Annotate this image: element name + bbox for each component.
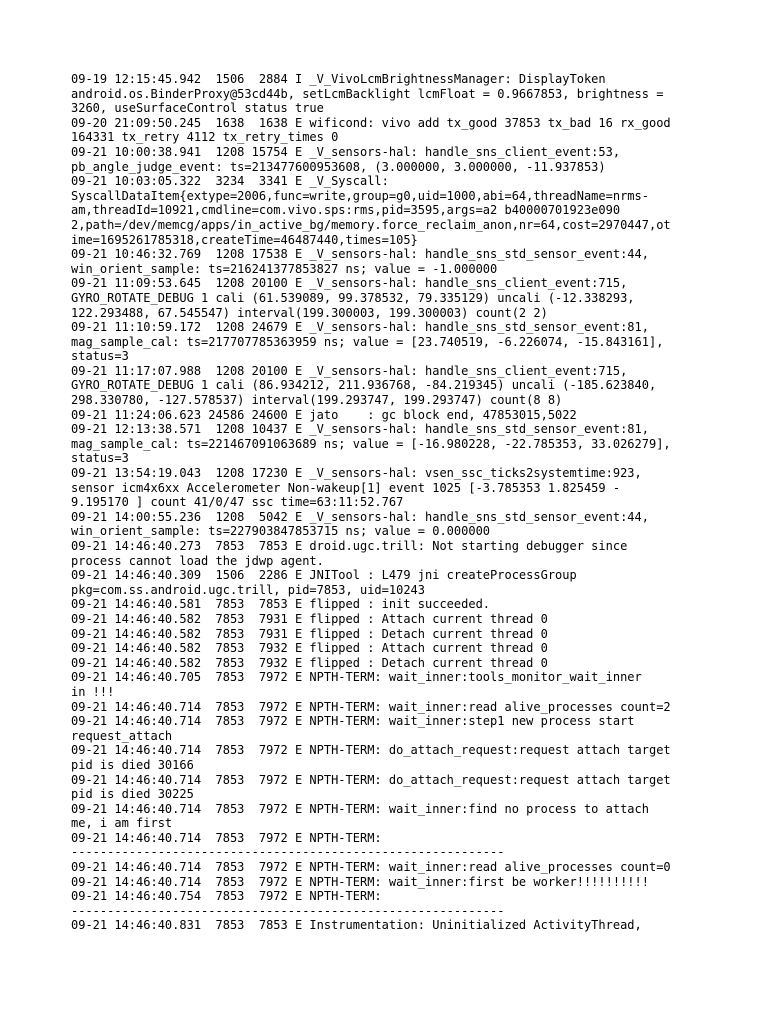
log-line: ------------------------------------------------------------ <box>71 845 505 860</box>
log-line: 09-21 14:46:40.582 7853 7931 E flipped : Detach current thread 0 <box>71 626 548 641</box>
log-line: 09-21 14:46:40.714 7853 7972 E NPTH-TERM: wait_inner:step1 new process start <box>71 714 635 729</box>
log-line: SyscallDataItem{extype=2006,func=write,group=g0,uid=1000,abi=64,threadName=nrms- <box>71 188 649 203</box>
log-line: 09-21 14:46:40.582 7853 7931 E flipped : Attach current thread 0 <box>71 611 548 626</box>
log-line: sensor icm4x6xx Accelerometer Non-wakeup[1] event 1025 [-3.785353 1.825459 - <box>71 480 621 495</box>
log-line: 09-21 14:46:40.714 7853 7972 E NPTH-TERM: <box>71 830 382 845</box>
log-line: 09-21 11:24:06.623 24586 24600 E jato : gc block end, 47853015,5022 <box>71 407 577 422</box>
log-line: pb_angle_judge_event: ts=213477600953608, (3.000000, 3.000000, -11.937853) <box>71 159 606 174</box>
log-line: 09-21 10:46:32.769 1208 17538 E _V_sensors-hal: handle_sns_std_sensor_event:44, <box>71 247 649 262</box>
log-line: 09-21 14:46:40.581 7853 7853 E flipped : init succeeded. <box>71 597 491 612</box>
log-line: mag_sample_cal: ts=221467091063689 ns; value = [-16.980228, -22.785353, 33.026279], <box>71 436 671 451</box>
log-line: ------------------------------------------------------------ <box>71 903 505 918</box>
log-line: android.os.BinderProxy@53cd44b, setLcmBacklight lcmFloat = 0.9667853, brightness = <box>71 86 664 101</box>
log-line: 164331 tx_retry 4112 tx_retry_times 0 <box>71 130 339 145</box>
log-document <box>71 72 711 933</box>
log-line: pid is died 30166 <box>71 757 194 772</box>
log-line: in !!! <box>71 684 115 699</box>
log-line: 3260, useSurfaceControl status true <box>71 101 324 116</box>
log-line: status=3 <box>71 349 129 364</box>
log-line: win_orient_sample: ts=227903847853715 ns; value = 0.000000 <box>71 524 491 539</box>
log-line: 09-21 14:46:40.831 7853 7853 E Instrumentation: Uninitialized ActivityThread, <box>71 918 642 933</box>
log-line: 09-21 10:00:38.941 1208 15754 E _V_sensors-hal: handle_sns_client_event:53, <box>71 144 621 159</box>
log-line: 09-20 21:09:50.245 1638 1638 E wificond: vivo add tx_good 37853 tx_bad 16 rx_good <box>71 115 671 130</box>
log-line: 09-21 11:09:53.645 1208 20100 E _V_sensors-hal: handle_sns_client_event:715, <box>71 276 628 291</box>
log-line: 09-21 10:03:05.322 3234 3341 E _V_Syscall: <box>71 174 389 189</box>
log-line: 09-21 14:46:40.714 7853 7972 E NPTH-TERM: wait_inner:read alive_processes count=0 <box>71 860 671 875</box>
log-line: 09-21 13:54:19.043 1208 17230 E _V_sensors-hal: vsen_ssc_ticks2systemtime:923, <box>71 466 642 481</box>
log-line: 09-21 14:46:40.714 7853 7972 E NPTH-TERM: wait_inner:read alive_processes count=2 <box>71 699 671 714</box>
log-line: am,threadId=10921,cmdline=com.vivo.sps:rms,pid=3595,args=a2 b40000701923e090 <box>71 203 621 218</box>
log-line: win_orient_sample: ts=216241377853827 ns; value = -1.000000 <box>71 261 498 276</box>
log-line: mag_sample_cal: ts=217707785363959 ns; value = [23.740519, -6.226074, -15.843161], <box>71 334 664 349</box>
log-line: GYRO_ROTATE_DEBUG 1 cali (86.934212, 211.936768, -84.219345) uncali (-185.623840, <box>71 378 657 393</box>
log-line: status=3 <box>71 451 129 466</box>
log-line: 09-21 14:46:40.714 7853 7972 E NPTH-TERM: do_attach_request:request attach target <box>71 772 671 787</box>
log-line: pkg=com.ss.android.ugc.trill, pid=7853, uid=10243 <box>71 582 426 597</box>
log-line: ime=1695261785318,createTime=46487440,times=105} <box>71 232 418 247</box>
log-line: 298.330780, -127.578537) interval(199.293747, 199.293747) count(8 8) <box>71 393 563 408</box>
log-line: 09-21 14:46:40.754 7853 7972 E NPTH-TERM: <box>71 889 382 904</box>
log-line: 09-21 14:46:40.714 7853 7972 E NPTH-TERM: wait_inner:find no process to attach <box>71 801 649 816</box>
log-line: 09-21 14:46:40.714 7853 7972 E NPTH-TERM: wait_inner:first be worker!!!!!!!!!! <box>71 874 649 889</box>
log-line: 09-21 11:17:07.988 1208 20100 E _V_sensors-hal: handle_sns_client_event:715, <box>71 363 628 378</box>
log-line: 09-21 14:46:40.309 1506 2286 E JNITool : L479 jni createProcessGroup <box>71 568 577 583</box>
log-line: 2,path=/dev/memcg/apps/in_active_bg/memory.force_reclaim_anon,nr=64,cost=2970447,ot <box>71 217 671 232</box>
log-line: GYRO_ROTATE_DEBUG 1 cali (61.539089, 99.378532, 79.335129) uncali (-12.338293, <box>71 290 635 305</box>
log-line: 09-19 12:15:45.942 1506 2884 I _V_VivoLcmBrightnessManager: DisplayToken <box>71 72 606 86</box>
log-line: 09-21 14:00:55.236 1208 5042 E _V_sensors-hal: handle_sns_std_sensor_event:44, <box>71 509 649 524</box>
log-line: pid is died 30225 <box>71 787 194 802</box>
log-line: 09-21 11:10:59.172 1208 24679 E _V_sensors-hal: handle_sns_std_sensor_event:81, <box>71 320 649 335</box>
log-line: request_attach <box>71 728 173 743</box>
log-line: 09-21 14:46:40.273 7853 7853 E droid.ugc.trill: Not starting debugger since <box>71 539 628 553</box>
log-line: 9.195170 ] count 41/0/47 ssc time=63:11:52.767 <box>71 495 404 510</box>
log-line: 09-21 14:46:40.705 7853 7972 E NPTH-TERM: wait_inner:tools_monitor_wait_inner <box>71 670 642 685</box>
log-line: 09-21 14:46:40.582 7853 7932 E flipped : Detach current thread 0 <box>71 655 548 670</box>
log-line: 09-21 12:13:38.571 1208 10437 E _V_sensors-hal: handle_sns_std_sensor_event:81, <box>71 422 649 437</box>
log-line: 09-21 14:46:40.714 7853 7972 E NPTH-TERM: do_attach_request:request attach target <box>71 743 671 758</box>
log-line: 122.293488, 67.545547) interval(199.300003, 199.300003) count(2 2) <box>71 305 548 320</box>
log-line: me, i am first <box>71 816 173 831</box>
log-line: process cannot load the jdwp agent. <box>71 553 324 568</box>
log-line: 09-21 14:46:40.582 7853 7932 E flipped : Attach current thread 0 <box>71 641 548 656</box>
